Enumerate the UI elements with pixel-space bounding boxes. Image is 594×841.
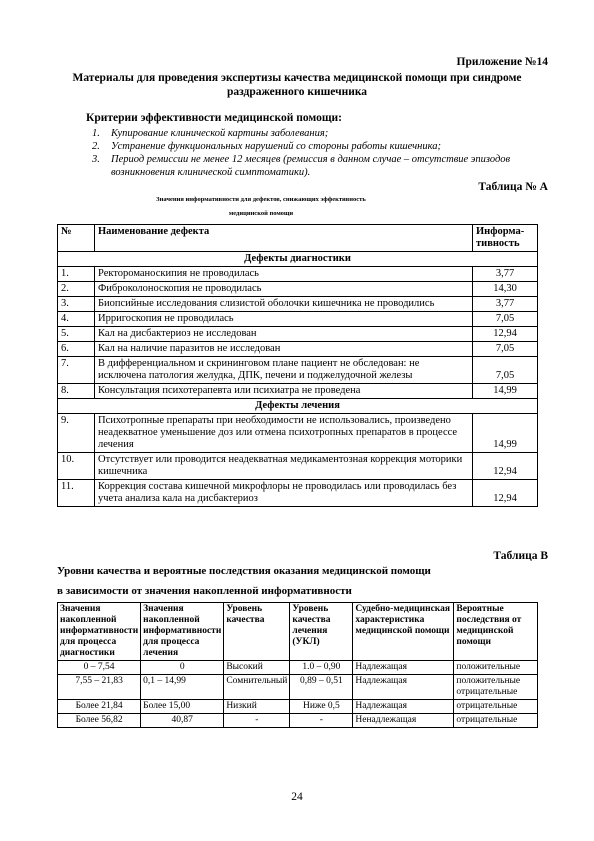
table-header-cell: Уровень качества [224,603,290,661]
section-title: Дефекты диагностики [58,252,538,267]
table-cell: Надлежащая [353,661,454,675]
table-cell: Высокий [224,661,290,675]
table-header-cell: № [58,225,95,252]
criteria-item-number: 1. [92,128,100,139]
informativity-value: 12,94 [473,327,538,342]
defect-name: Кал на дисбактериоз не исследован [95,327,473,342]
table-section-row [58,399,538,414]
appendix-label: Приложение №14 [456,56,548,68]
table-row [58,297,538,312]
table-cell: 40,87 [141,714,224,728]
defect-name: Фиброколоноскопия не проводилась [95,282,473,297]
table-row [58,384,538,399]
criteria-item-number: 2. [92,141,100,152]
table-b-title: Уровни качества и вероятные последствия оказания медицинской помощи [57,565,431,577]
row-number: 6. [58,342,95,357]
table-section-row [58,252,538,267]
table-cell: Ниже 0,5 [290,700,353,714]
criteria-item-text: Период ремиссии не менее 12 месяцев (ремиссия в данном случае – отсутствие эпизодов возникновения клинической симптоматики). [111,154,511,178]
row-number: 3. [58,297,95,312]
table-cell: положительные [454,661,538,675]
informativity-value: 14,99 [473,384,538,399]
row-number: 7. [58,357,95,384]
table-row [58,357,538,384]
table-cell: Надлежащая [353,675,454,700]
table-header-cell: Наименование дефекта [95,225,473,252]
table-cell: Надлежащая [353,700,454,714]
table-row [58,700,538,714]
table-cell: Более 15,00 [141,700,224,714]
criteria-list [92,127,552,179]
defect-name: Психотропные препараты при необходимости не использовались, произведено неадекватное уменьшение доз или отмена психотропных препаратов в процессе лечения [95,414,473,453]
row-number: 1. [58,267,95,282]
table-row [58,282,538,297]
row-number: 10. [58,453,95,480]
table-a-subtitle: Значения информативности для дефектов, снижающих эффективность [156,196,366,203]
table-row [58,675,538,700]
informativity-value: 12,94 [473,453,538,480]
table-header-cell: Уровень качества лечения (УКЛ) [290,603,353,661]
criteria-item [92,153,552,179]
informativity-value: 7,05 [473,357,538,384]
table-cell: 0,89 – 0,51 [290,675,353,700]
defect-name: Коррекция состава кишечной микрофлоры не проводилась или проводилась без учета анализа кала на дисбактериоз [95,480,473,507]
table-row [58,453,538,480]
table-row [58,267,538,282]
table-cell: 1.0 – 0,90 [290,661,353,675]
criteria-item-text: Купирование клинической картины заболевания; [111,128,329,139]
informativity-value: 12,94 [473,480,538,507]
table-header-cell: Информа-тивность [473,225,538,252]
informativity-value: 14,99 [473,414,538,453]
criteria-item-text: Устранение функциональных нарушений со стороны работы кишечника; [111,141,442,152]
table-a-label: Таблица № А [478,181,548,193]
table-row [58,342,538,357]
table-row [58,661,538,675]
defect-name: Кал на наличие паразитов не исследован [95,342,473,357]
table-cell: Низкий [224,700,290,714]
table-cell: Более 21,84 [58,700,141,714]
row-number: 9. [58,414,95,453]
informativity-value: 7,05 [473,342,538,357]
table-header-cell: Значения накопленной информативности для процесса лечения [141,603,224,661]
table-row [58,414,538,453]
table-cell: Более 56,82 [58,714,141,728]
page-number: 24 [291,791,303,803]
table-cell: Ненадлежащая [353,714,454,728]
informativity-value: 7,05 [473,312,538,327]
defect-name: Консультация психотерапевта или психиатра не проведена [95,384,473,399]
table-cell: отрицательные [454,714,538,728]
table-b-title: в зависимости от значения накопленной информативности [57,585,352,597]
table-b [57,602,538,728]
row-number: 2. [58,282,95,297]
table-a-subtitle: медицинской помощи [228,210,294,217]
document-title: Материалы для проведения экспертизы качества медицинской помощи при синдроме раздраженного кишечника [72,72,522,98]
row-number: 8. [58,384,95,399]
table-cell: 0 [141,661,224,675]
table-cell: 0,1 – 14,99 [141,675,224,700]
table-header-cell: Значения накопленной информативности для процесса диагностики [58,603,141,661]
row-number: 4. [58,312,95,327]
table-a [57,224,538,507]
defect-name: Ректороманоскипия не проводилась [95,267,473,282]
table-a-header-row [58,225,538,252]
table-cell: положительные отрицательные [454,675,538,700]
criteria-item-number: 3. [92,154,100,165]
row-number: 5. [58,327,95,342]
table-cell: - [224,714,290,728]
section-title: Дефекты лечения [58,399,538,414]
informativity-value: 14,30 [473,282,538,297]
table-b-label: Таблица В [493,550,548,562]
table-row [58,480,538,507]
table-row [58,312,538,327]
table-row [58,327,538,342]
table-row [58,714,538,728]
row-number: 11. [58,480,95,507]
table-b-header-row [58,603,538,661]
informativity-value: 3,77 [473,297,538,312]
defect-name: В дифференциальном и скрининговом плане пациент не обследован: не исключена патология желудка, ДПК, печени и поджелудочной железы [95,357,473,384]
defect-name: Ирригоскопия не проводилась [95,312,473,327]
table-cell: отрицательные [454,700,538,714]
table-header-cell: Судебно-медицинская характеристика медицинской помощи [353,603,454,661]
criteria-heading: Критерии эффективности медицинской помощи: [86,112,342,124]
defect-name: Биопсийные исследования слизистой оболочки кишечника не проводились [95,297,473,312]
criteria-item [92,140,552,153]
informativity-value: 3,77 [473,267,538,282]
table-cell: 0 – 7,54 [58,661,141,675]
defect-name: Отсутствует или проводится неадекватная медикаментозная коррекция моторики кишечника [95,453,473,480]
table-cell: 7,55 – 21,83 [58,675,141,700]
table-cell: - [290,714,353,728]
table-header-cell: Вероятные последствия от медицинской помощи [454,603,538,661]
table-cell: Сомнительный [224,675,290,700]
criteria-item [92,127,552,140]
